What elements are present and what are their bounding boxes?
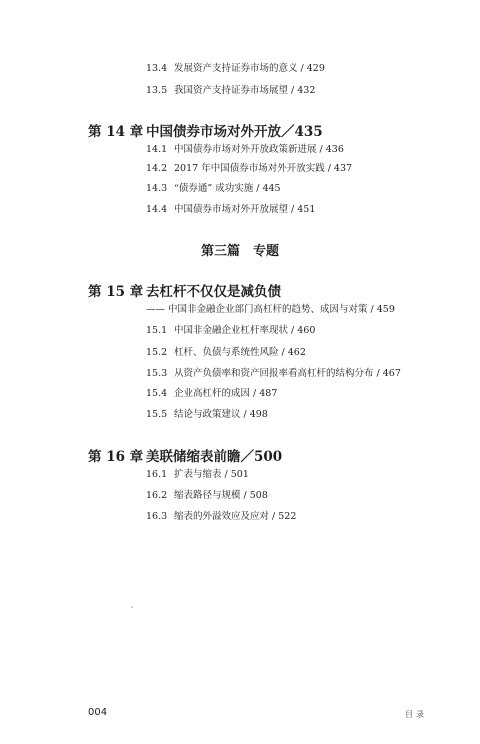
scan-speck [131, 606, 133, 608]
section-title: 缩表的外溢效应及应对 / 522 [174, 511, 297, 522]
section-title: 缩表路径与规模 / 508 [174, 490, 268, 501]
toc-section-entry [146, 163, 352, 175]
section-title: 中国债券市场对外开放展望 / 451 [174, 204, 316, 215]
section-title: 结论与政策建议 / 498 [174, 409, 268, 420]
chapter-subtitle: —— 中国非金融企业部门高杠杆的趋势、成因与对策 / 459 [146, 304, 395, 315]
chapter-title: 中国债券市场对外开放／435 [146, 124, 323, 140]
section-title: 扩表与缩表 / 501 [174, 469, 249, 480]
section-number: 13.4 [146, 63, 168, 74]
section-title: 企业高杠杆的成因 / 487 [174, 388, 278, 399]
toc-section-entry [146, 347, 306, 359]
toc-chapter-entry [88, 284, 281, 300]
chapter-number: 第 16 章 [88, 449, 144, 465]
section-number: 14.1 [146, 144, 168, 155]
section-number: 15.2 [146, 347, 168, 358]
section-number: 15.1 [146, 325, 168, 336]
toc-section-entry [146, 63, 325, 75]
toc-section-entry [146, 409, 268, 421]
part-heading: 第三篇 专题 [200, 244, 279, 259]
section-number: 15.5 [146, 409, 168, 420]
section-number: 16.3 [146, 511, 168, 522]
toc-section-entry [146, 490, 268, 502]
section-title: 中国非金融企业杠杆率现状 / 460 [174, 325, 316, 336]
section-title: 发展资产支持证券市场的意义 / 429 [174, 63, 325, 74]
chapter-title: 去杠杆不仅仅是减负债 [146, 284, 281, 300]
chapter-number: 第 14 章 [88, 124, 144, 140]
toc-section-entry [146, 368, 401, 380]
section-title: 杠杆、负债与系统性风险 / 462 [174, 347, 306, 358]
section-title: 中国债券市场对外开放政策新进展 / 436 [174, 144, 344, 155]
toc-section-entry [146, 85, 315, 97]
section-number: 16.2 [146, 490, 168, 501]
running-title: 目录 [405, 710, 427, 719]
chapter-title: 美联储缩表前瞻／500 [146, 449, 283, 465]
section-title: 2017 年中国债券市场对外开放实践 / 437 [174, 163, 353, 174]
section-number: 14.4 [146, 204, 168, 215]
section-title: 从资产负债率和资产回报率看高杠杆的结构分布 / 467 [174, 368, 401, 379]
toc-section-entry [146, 325, 315, 337]
page-number: 004 [88, 707, 108, 718]
toc-section-entry [146, 144, 344, 156]
toc-section-entry [146, 204, 315, 216]
section-number: 14.2 [146, 163, 168, 174]
toc-chapter-entry [88, 124, 323, 140]
section-title: 我国资产支持证券市场展望 / 432 [174, 85, 316, 96]
section-number: 15.3 [146, 368, 168, 379]
section-title: “债券通” 成功实施 / 445 [174, 183, 281, 194]
section-number: 16.1 [146, 469, 168, 480]
toc-section-entry [146, 469, 249, 481]
toc-section-entry [146, 388, 277, 400]
toc-section-entry [146, 183, 281, 195]
section-number: 13.5 [146, 85, 168, 96]
section-number: 15.4 [146, 388, 168, 399]
toc-section-entry [146, 511, 296, 523]
chapter-number: 第 15 章 [88, 284, 144, 300]
toc-chapter-entry [88, 449, 282, 465]
section-number: 14.3 [146, 183, 168, 194]
